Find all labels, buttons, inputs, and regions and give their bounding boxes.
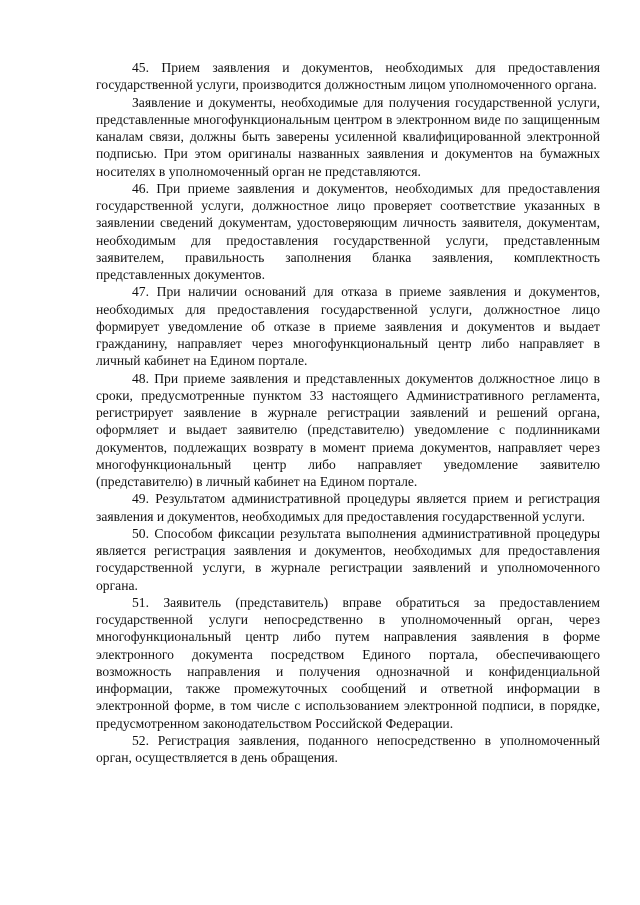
document-page [96, 59, 600, 766]
paragraph-48: 48. При приеме заявления и представленных документов должностное лицо в сроки, предусмотренные пунктом 33 настоящего Административного регламента, регистрирует заявление в журнале регистрации заявлений и решений органа, оформляет и выдает заявителю (представителю) уведомление с подлинниками документов, подлежащих возврату в момент приема документов, направляет через многофункциональный центр либо направляет уведомление заявителю (представителю) в личный кабинет на Едином портале. [96, 370, 600, 489]
paragraph-47: 47. При наличии оснований для отказа в приеме заявления и документов, необходимых для предоставления государственной услуги, должностное лицо формирует уведомление об отказе в приеме заявления и документов и выдает гражданину, направляет через многофункциональный центр либо направляет в личный кабинет на Едином портале. [96, 284, 600, 369]
paragraph-50: 50. Способом фиксации результата выполнения административной процедуры является регистрация заявления и документов, необходимых для предоставления государственной услуги, в журнале регистрации заявлений и уполномоченного органа. [96, 525, 600, 593]
paragraph-46: 46. При приеме заявления и документов, необходимых для предоставления государственной услуги, должностное лицо проверяет соответствие указанных в заявлении сведений документам, удостоверяющим личность заявителя, документам, необходимым для предоставления государственной услуги, представленным заявителем, правильность заполнения бланка заявления, комплектность представленных документов. [96, 180, 600, 282]
paragraph-49: 49. Результатом административной процедуры является прием и регистрация заявления и документов, необходимых для предоставления государственной услуги. [96, 491, 600, 524]
paragraph-52: 52. Регистрация заявления, поданного непосредственно в уполномоченный орган, осуществляется в день обращения. [96, 732, 600, 765]
paragraph-51: 51. Заявитель (представитель) вправе обратиться за предоставлением государственной услуги непосредственно в уполномоченный орган, через многофункциональный центр либо путем направления заявления в форме электронного документа посредством Единого портала, обеспечивающего возможность направления и получения однозначной и конфиденциальной информации, также промежуточных сообщений и ответной информации в электронной форме, в том числе с использованием электронной подписи, в порядке, предусмотренном законодательством Российской Федерации. [96, 594, 600, 731]
paragraph-45-continued: Заявление и документы, необходимые для получения государственной услуги, представленные многофункциональным центром в электронном виде по защищенным каналам связи, должны быть заверены усиленной квалифицированной электронной подписью. При этом оригиналы названных заявления и документов на бумажных носителях в уполномоченный орган не представляются. [96, 94, 600, 179]
paragraph-45: 45. Прием заявления и документов, необходимых для предоставления государственной услуги, производится должностным лицом уполномоченного органа. [96, 60, 600, 93]
